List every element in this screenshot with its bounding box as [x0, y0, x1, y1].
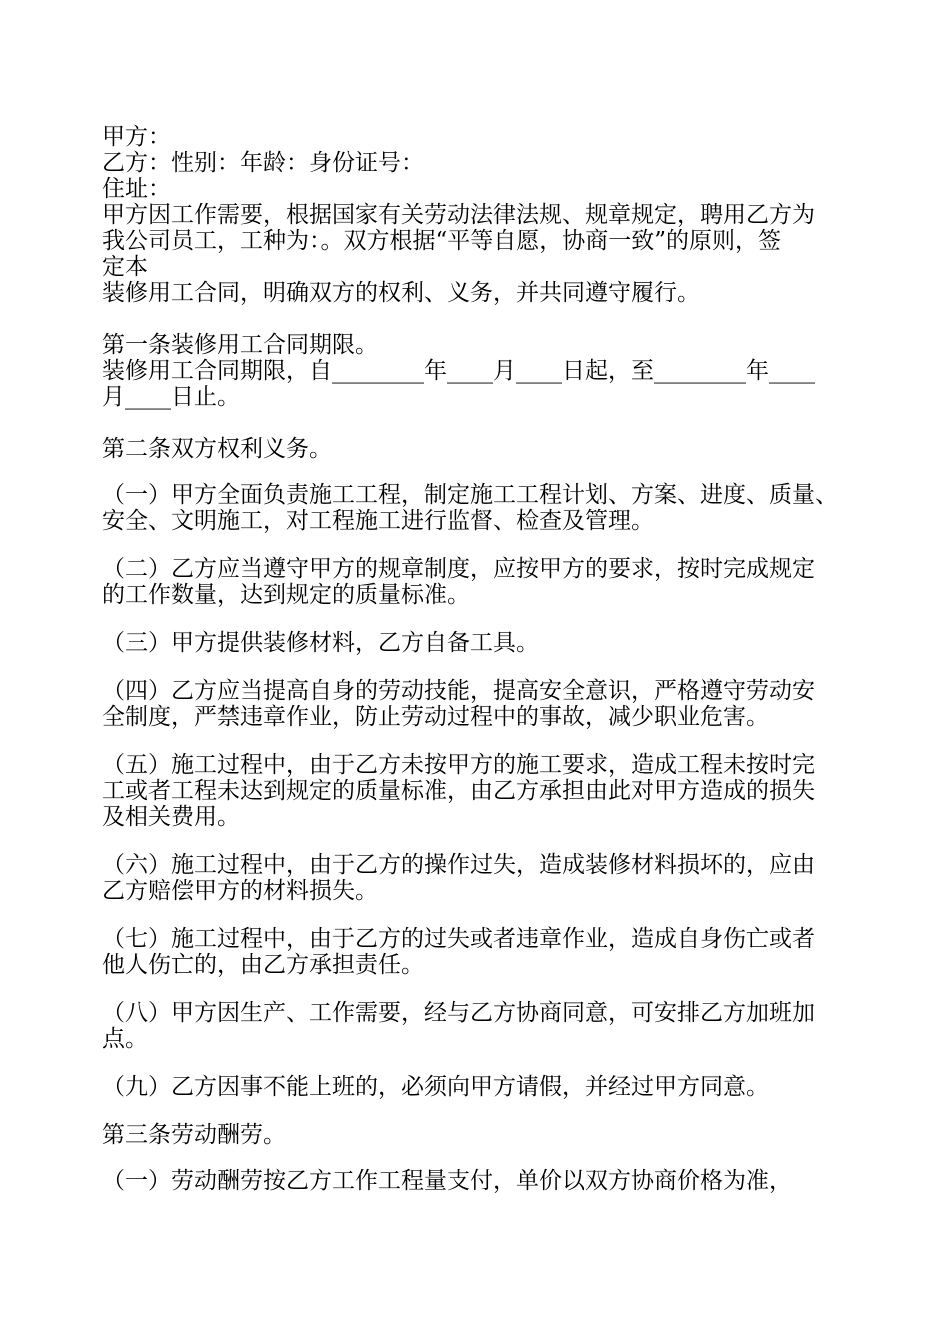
item-line: （六）施工过程中，由于乙方的操作过失，造成装修材料损坏的，应由 [102, 852, 815, 878]
item-line: （三）甲方提供装修材料，乙方自备工具。 [102, 630, 539, 656]
article-2-title: 第二条双方权利义务。 [102, 436, 332, 462]
party-b-line: 乙方：性别：年龄：身份证号： [102, 150, 424, 176]
item-line: （二）乙方应当遵守甲方的规章制度，应按甲方的要求，按时完成规定 [102, 556, 815, 582]
item-line: 及相关费用。 [102, 804, 240, 830]
item-line: （四）乙方应当提高自身的劳动技能，提高安全意识，严格遵守劳动安 [102, 678, 815, 704]
item-line: （九）乙方因事不能上班的，必须向甲方请假，并经过甲方同意。 [102, 1074, 769, 1100]
item-line: （八）甲方因生产、工作需要，经与乙方协商同意，可安排乙方加班加 [102, 1000, 815, 1026]
article-2-item-1 [102, 482, 854, 534]
item-line: （七）施工过程中，由于乙方的过失或者违章作业，造成自身伤亡或者 [102, 926, 815, 952]
intro-line: 甲方因工作需要，根据国家有关劳动法律法规、规章规定，聘用乙方为 [102, 202, 815, 228]
address-line: 住址： [102, 176, 171, 202]
article-3 [102, 1122, 854, 1194]
article-3-title: 第三条劳动酬劳。 [102, 1122, 286, 1148]
article-1-title: 第一条装修用工合同期限。 [102, 332, 378, 358]
article-2-item-2 [102, 556, 854, 608]
article-2-item-3 [102, 630, 854, 656]
intro-line: 我公司员工，工种为：。双方根据“平等自愿，协商一致”的原则，签 [102, 228, 782, 254]
item-line: 全制度，严禁违章作业，防止劳动过程中的事故，减少职业危害。 [102, 704, 769, 730]
item-line: 工或者工程未达到规定的质量标准，由乙方承担由此对甲方造成的损失 [102, 778, 815, 804]
item-line: （一）甲方全面负责施工工程，制定施工工程计划、方案、进度、质量、 [102, 482, 838, 508]
item-line: （一）劳动酬劳按乙方工作工程量支付，单价以双方协商价格为准， [102, 1168, 792, 1194]
item-line: 点。 [102, 1026, 148, 1052]
article-2-item-4 [102, 678, 854, 730]
intro-line: 装修用工合同，明确双方的权利、义务，并共同遵守履行。 [102, 280, 700, 306]
item-line: 乙方赔偿甲方的材料损失。 [102, 878, 378, 904]
item-line: 他人伤亡的，由乙方承担责任。 [102, 952, 424, 978]
article-2-item-8 [102, 1000, 854, 1052]
intro-paragraph [102, 202, 854, 306]
item-line: 安全、文明施工，对工程施工进行监督、检查及管理。 [102, 508, 654, 534]
article-2-item-7 [102, 926, 854, 978]
contract-body [102, 124, 854, 1194]
article-2 [102, 436, 854, 1100]
item-line: （五）施工过程中，由于乙方未按甲方的施工要求，造成工程未按时完 [102, 752, 815, 778]
article-2-item-6 [102, 852, 854, 904]
item-line: 的工作数量，达到规定的质量标准。 [102, 582, 470, 608]
article-1-term-line: 装修用工合同期限，自________年____月____日起，至________年____ [102, 358, 815, 384]
article-1 [102, 332, 854, 410]
party-a-line: 甲方： [102, 124, 171, 150]
article-2-item-9 [102, 1074, 854, 1100]
article-2-item-5 [102, 752, 854, 830]
intro-line: 定本 [102, 254, 148, 280]
article-3-item-1 [102, 1168, 854, 1194]
article-1-term-line: 月____日止。 [102, 384, 240, 410]
